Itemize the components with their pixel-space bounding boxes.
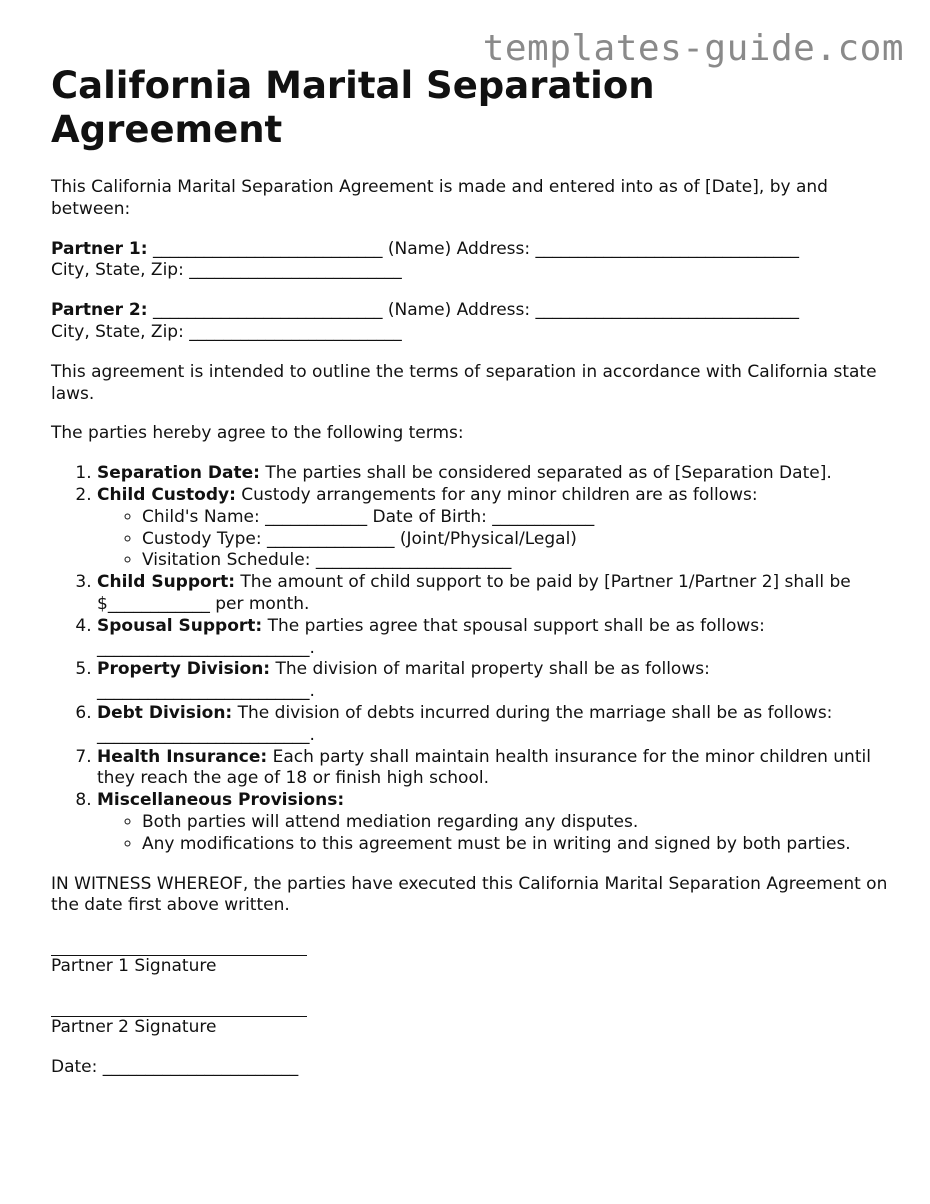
partner-1-label: Partner 1: — [51, 238, 148, 259]
partner-2-fields: ___________________________ (Name) Address: _______________________________ — [147, 300, 800, 321]
partner-1-fields: ___________________________ (Name) Address: _______________________________ — [147, 238, 800, 259]
term-label: Health Insurance: — [97, 746, 268, 767]
agreement-paragraph: This agreement is intended to outline the terms of separation in accordance with California state laws. — [51, 361, 877, 404]
partner-1-city: City, State, Zip: _________________________ — [51, 260, 402, 281]
misc-sublist — [97, 812, 891, 856]
term-text: The division of marital property shall be as follows: _________________________. — [97, 659, 710, 702]
term-label: Separation Date: — [97, 463, 260, 484]
term-item — [97, 790, 891, 855]
partner-2-label: Partner 2: — [51, 300, 148, 321]
term-text: Each party shall maintain health insurance for the minor children until they reach the age of 18 or finish high school. — [97, 746, 871, 789]
partner-2-signature-line — [51, 1006, 307, 1017]
sub-item: ◦ Child's Name: ____________ Date of Birth: ____________ — [142, 507, 891, 529]
term-text: The parties shall be considered separated as of [Separation Date]. — [259, 463, 832, 484]
term-label: Miscellaneous Provisions: — [97, 790, 345, 811]
partner-1-signature-label: Partner 1 Signature — [51, 956, 217, 977]
term-item — [97, 616, 891, 660]
sub-item: ◦ Any modifications to this agreement must be in writing and signed by both parties. — [142, 834, 891, 856]
partner-2-city: City, State, Zip: _________________________ — [51, 321, 402, 342]
document-page — [51, 64, 891, 1079]
term-text: The parties agree that spousal support shall be as follows: _________________________. — [97, 615, 765, 658]
intro-paragraph: This California Marital Separation Agreement is made and entered into as of [Date], by and between: — [51, 177, 828, 219]
witness-paragraph: IN WITNESS WHEREOF, the parties have executed this California Marital Separation Agreement on the date first above written. — [51, 873, 888, 916]
term-label: Child Custody: — [97, 484, 236, 505]
terms-lead: The parties hereby agree to the following terms: — [51, 423, 464, 444]
term-text: The amount of child support to be paid by [Partner 1/Partner 2] shall be $____________ per month. — [97, 572, 851, 614]
term-item — [97, 659, 891, 703]
term-label: Debt Division: — [97, 702, 233, 723]
term-text: Custody arrangements for any minor children are as follows: — [235, 484, 758, 505]
custody-sublist — [97, 507, 891, 572]
term-item — [97, 703, 891, 747]
date-line: Date: _______________________ — [51, 1056, 299, 1077]
watermark: templates-guide.com — [482, 28, 904, 69]
term-label: Spousal Support: — [97, 615, 263, 636]
terms-list — [51, 463, 891, 855]
term-item — [97, 463, 891, 485]
term-item — [97, 485, 891, 572]
term-label: Property Division: — [97, 659, 271, 680]
sub-item: ◦ Both parties will attend mediation regarding any disputes. — [142, 812, 891, 834]
document-title: California Marital Separation Agreement — [51, 64, 655, 151]
partner-1-signature-line — [51, 945, 307, 956]
sub-item: ◦ Custody Type: _______________ (Joint/Physical/Legal) — [142, 529, 891, 551]
partner-2-block — [51, 300, 891, 344]
sub-item: ◦ Visitation Schedule: _______________________ — [142, 550, 891, 572]
term-text: The division of debts incurred during the marriage shall be as follows: _________________________. — [97, 702, 833, 745]
term-item — [97, 572, 891, 616]
partner-1-block — [51, 239, 891, 283]
partner-2-signature-label: Partner 2 Signature — [51, 1016, 217, 1037]
term-item — [97, 747, 891, 791]
term-label: Child Support: — [97, 572, 235, 593]
